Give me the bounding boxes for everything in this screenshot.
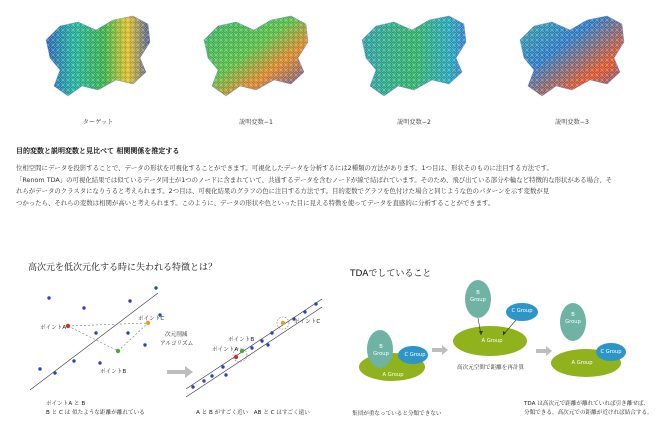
section-paragraph: [16, 163, 646, 209]
graph-label-target: ターゲット: [82, 119, 114, 126]
paragraph-line: れらがデータのクラスタになりうると考えられます。2つ目は、可視化結果のグラフの色に注目する方法です。目的変数でグラフを色付けた場合と同じような色のパターンを示す変数が見: [16, 187, 550, 195]
network-graph-var1: [196, 10, 316, 100]
c-group-label-3: C Group: [600, 349, 622, 355]
label-algorithm-1: 次元削減: [165, 332, 188, 338]
label-point-a2: ポイントA: [212, 347, 239, 353]
label-point-b: ポイントB: [100, 369, 127, 375]
network-graph-target: [38, 10, 158, 100]
paragraph-line: 「Renom TDA」の可視化結果では似ているデータ同士が1つのノードに含まれていて、共通するデータを含むノードが線で結ばれています。そのため、飛び出ている部分や輪など特徴的な形状がある場合、そ: [16, 175, 613, 184]
caption-tda-3-1: TDA は高次元で距離が離れていれば引き離せば、: [524, 401, 650, 407]
left-diagram-title: 高次元を低次元化する時に失われる特徴とは？: [28, 263, 218, 273]
c-group-label-1: C Group: [404, 352, 426, 358]
network-graph-row: [0, 0, 662, 120]
graph-label-var2: 説明変数−2: [397, 119, 431, 126]
paragraph-line: 位相空間にデータを投影することで、データの形状を可視化することができます。可視化したデータを分析するには2種類の方法があります。1つ目は、形状そのものに注目する方法です。: [16, 164, 553, 172]
caption-tda-2: 高次元空間で距離を再計算: [457, 365, 525, 371]
caption-left-2: B と C は 似たような距離が離れている: [46, 410, 145, 416]
caption-tda-3-2: 分類できる。高次元での距離が近ければ結合する。: [524, 410, 653, 416]
paragraph-line: つかったら、それらの変数は相関が高いと考えられます。このように、データの形状や色といった目に見える特徴を使ってデータを直感的に分析することができます。: [16, 198, 495, 207]
a-group-label-1: A Group: [382, 372, 404, 378]
b-group-label-1: B Group: [373, 344, 389, 357]
graph-label-var3: 説明変数−3: [555, 119, 589, 126]
right-diagram-title: TDAでしていること: [350, 269, 432, 279]
c-group-label-2: C Group: [511, 308, 533, 314]
a-group-label-3: A Group: [571, 360, 593, 366]
network-graph-var3: [512, 10, 632, 100]
b-group-label-2: B Group: [470, 290, 486, 303]
label-point-c2: ポイントC: [294, 319, 321, 325]
label-point-b2: ポイントB: [228, 337, 255, 343]
network-graph-var2: [354, 10, 474, 100]
label-point-a: ポイントA: [40, 325, 67, 331]
b-group-label-3: B Group: [565, 312, 581, 325]
a-group-label-2: A Group: [481, 338, 503, 344]
section-heading: 目的変数と説明変数と見比べて 相関関係を推定する: [16, 147, 180, 155]
caption-tda-1: 集団が重なっていると分類できない: [352, 411, 442, 417]
caption-right: A と B がすごく近い AB と C はすごく遠い: [196, 410, 310, 416]
graph-label-var1: 説明変数−1: [239, 119, 273, 126]
label-point-c: ポイントC: [138, 316, 165, 322]
caption-left-1: ポイントA と B: [46, 401, 86, 407]
label-algorithm-2: アルゴリズム: [160, 341, 194, 347]
